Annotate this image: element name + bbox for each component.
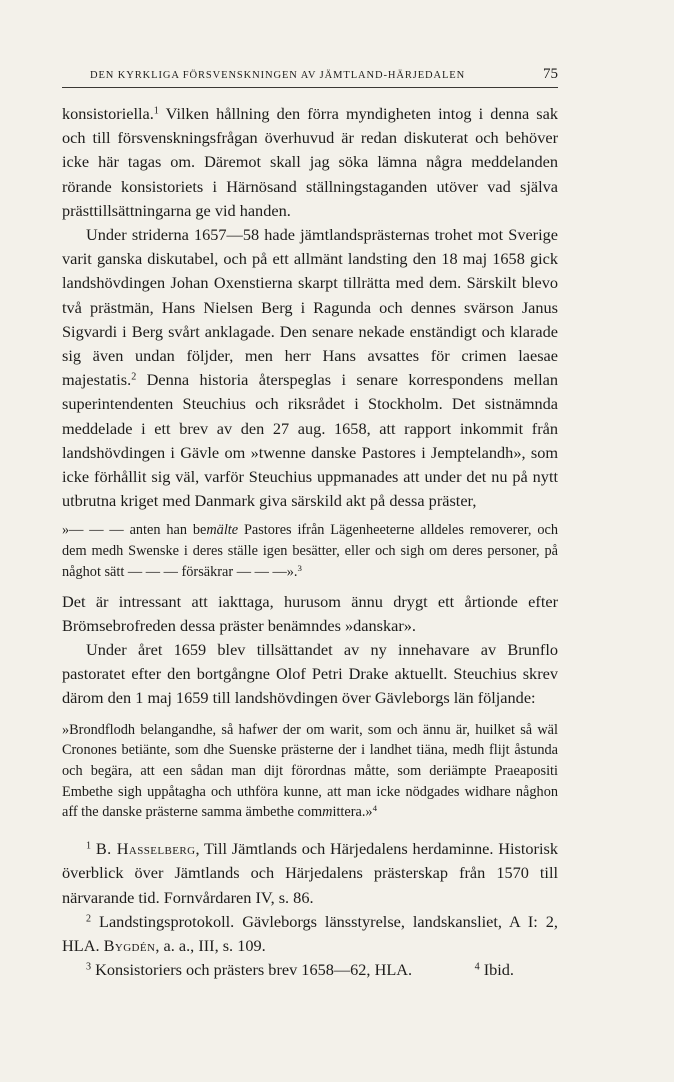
paragraph-2: Under striderna 1657—58 hade jämtlandsprästernas trohet mot Sverige varit ganska diskutabel, och på ett allmänt landsting den 18 maj 1658 gick landshövdingen Johan Oxenstierna skarpt tillrätta med dem. Särskilt blevo två prästmän, Hans Nielsen Berg i Ragunda och dennes svärson Janus Sigvardi i Berg svårt anklagade. Den senare nekade enständigt och klarade sig även undan följder, men herr Hans avsattes för crimen laesae majestatis.$^2$ Denna historia återspeglas i senare korrespondens mellan superintendenten Steuchius och riksrådet i Stockholm. Det sistnämnda meddelade i ett brev av den 27 aug. 1658, att rapport inkommit från landshövdingen i Gävle om »twenne danske Pastores i Jemptelandh», som icke förhållit sig väl, varför Steuchius uppmanades att under det nu på nytt utbrutna kriget med Danmark giva särskild akt på dessa präster, xyxy=(62,225,558,511)
paragraph-1: konsistoriella.$^1$ Vilken hållning den förra myndigheten intog i denna sak och till försvenskningsfrågan överhuvud är redan diskuterat och behöver icke här tagas om. Däremot skall jag söka lämna några meddelanden rörande konsistoriets i Härnösand ställningstaganden utöver vad själva prästtillsättningarna ge vid handen. xyxy=(62,104,558,220)
body-text xyxy=(62,102,558,982)
footnote-ref-2[interactable]: 2 xyxy=(131,371,137,383)
block-quote-2: »Brondflodh belangandhe, så hafwer der om warit, som och ännu är, huilket så wäl Cronones betiänte, som dhe Suenske prästerne der i landhet tiäna, medh flijt åstunda och begära, att een sådan man dijt förordnas måtte, som deriämpte Praeapositi Embethe sigh uppåtagha och uthföra kunne, att man icke nödgades widhare någhon aff the danske prästerne samma ämbethe committera.»$^4$ xyxy=(62,721,558,821)
footnote-ref-4[interactable]: 4 xyxy=(372,803,378,814)
header-rule xyxy=(62,87,558,88)
footnotes xyxy=(62,837,558,982)
footnote-4: $^4$ Ibid. xyxy=(474,960,514,980)
running-header xyxy=(62,66,558,86)
block-quote-1: »— — — anten han bemälte Pastores ifrån Lägenheeterne alldeles removerer, och dem medh Swenske i deres ställe igen besätter, eller och sigh om deres personer, på någhot sätt — — — försäkrar — — —».$^3$ xyxy=(62,522,558,580)
footnote-1: $^1$ B. Hasselberg, Till Jämtlands och Härjedalens herdaminne. Historisk överblick över Jämtlands och Härjedalens prästerskap från 1570 till närvarande tid. Fornvårdaren IV, s. 86. xyxy=(62,839,558,907)
paragraph-4: Under året 1659 blev tillsättandet av ny innehavare av Brunflo pastoratet efter den bortgångne Olof Petri Drake aktuellt. Steuchius skrev därom den 1 maj 1659 till landshövdingen över Gävleborgs län följande: xyxy=(62,639,558,708)
footnote-3: $^3$ Konsistoriers och prästers brev 1658—62, HLA. $^4$ Ibid. xyxy=(62,958,558,982)
paragraph-3: Det är intressant att iakttaga, hurusom ännu drygt ett årtionde efter Brömsebrofreden dessa präster benämndes »danskar». xyxy=(62,591,558,635)
page-number: 75 xyxy=(543,66,558,82)
running-title: DEN KYRKLIGA FÖRSVENSKNINGEN AV JÄMTLAND-HÄRJEDALEN xyxy=(90,70,466,81)
footnote-2: $^2$ Landstingsprotokoll. Gävleborgs länsstyrelse, landskansliet, A I: 2, HLA. Bygdén, a. a., III, s. 109. xyxy=(62,911,558,955)
book-page xyxy=(62,66,558,980)
footnote-ref-3[interactable]: 3 xyxy=(297,562,302,573)
footnote-ref-1[interactable]: 1 xyxy=(153,105,159,117)
